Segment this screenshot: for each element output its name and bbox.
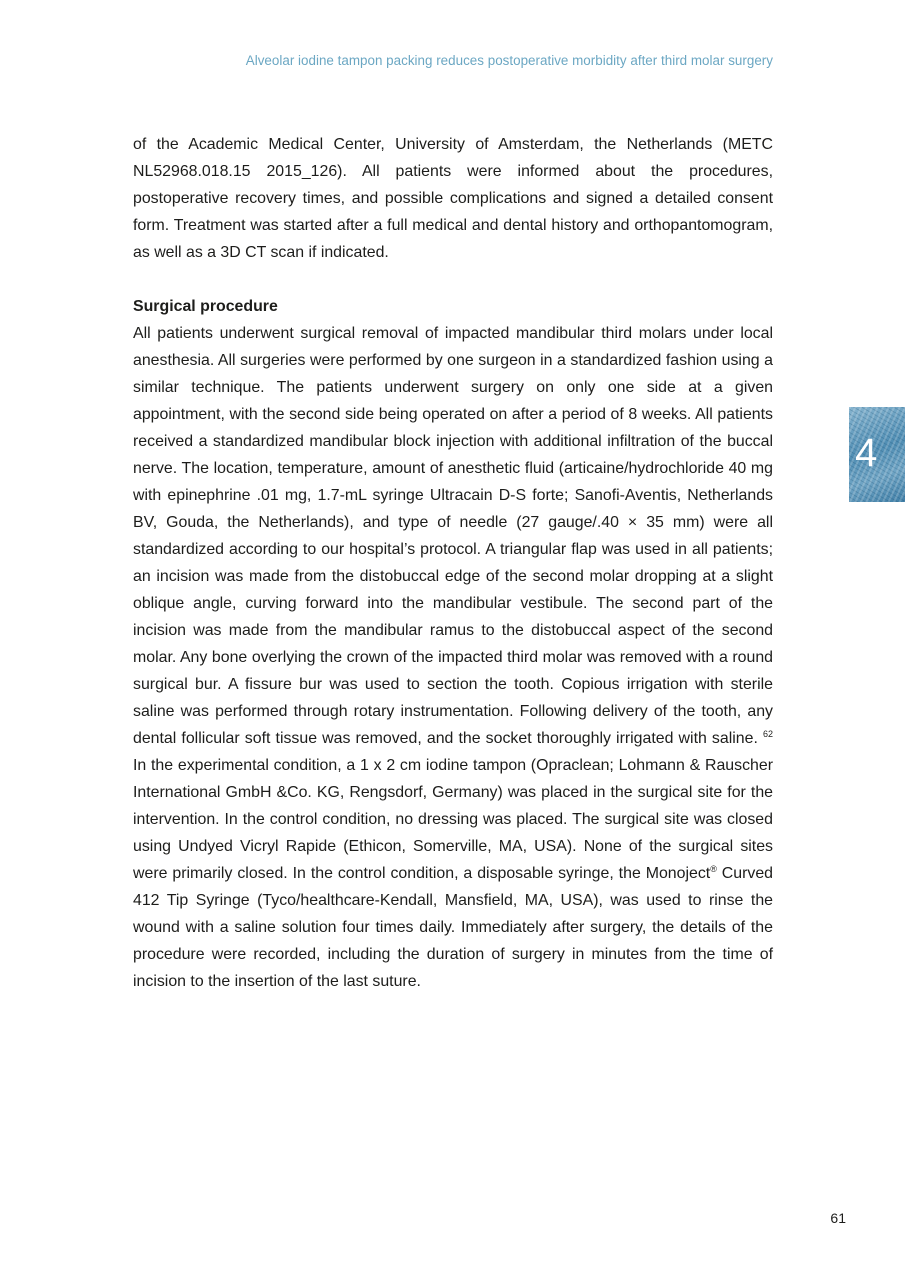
intro-paragraph: of the Academic Medical Center, University of Amsterdam, the Netherlands (METC NL52968.018.15 2015_126). All patients were informed about the procedures, postoperative recovery times, and possible complications and signed a detailed consent form. Treatment was started after a full medical and dental history and orthopantomogram, as well as a 3D CT scan if indicated. (133, 136, 773, 261)
main-content (133, 131, 773, 995)
running-header: Alveolar iodine tampon packing reduces postoperative morbidity after third molar surgery (245, 53, 773, 68)
procedure-text-part1: All patients underwent surgical removal of impacted mandibular third molars under local anesthesia. All surgeries were performed by one surgeon in a standardized fashion using a similar technique. The patients underwent surgery on only one side at a given appointment, with the second side being operated on after a period of 8 weeks. All patients received a standardized mandibular block injection with additional infiltration of the buccal nerve. The location, temperature, amount of anesthetic fluid (articaine/hydrochloride 40 mg with epinephrine .01 mg, 1.7-mL syringe Ultracain D-S forte; Sanofi-Aventis, Netherlands BV, Gouda, the Netherlands), and type of needle (27 gauge/.40 × 35 mm) were all standardized according to our hospital’s protocol. A triangular flap was used in all patients; an incision was made from the distobuccal edge of the second molar dropping at a slight oblique angle, curving forward into the mandibular vestibule. The second part of the incision was made from the mandibular ramus to the distobuccal aspect of the second molar. Any bone overlying the crown of the impacted third molar was removed with a round surgical bur. A fissure bur was used to section the tooth. Copious irrigation with sterile saline was performed through rotary instrumentation. Following delivery of the tooth, any dental follicular soft tissue was removed, and the socket thoroughly irrigated with saline. (133, 325, 773, 747)
registered-mark: ® (710, 864, 717, 874)
chapter-tab (849, 407, 905, 502)
page-number: 61 (830, 1210, 846, 1226)
reference-superscript: 62 (762, 729, 773, 739)
chapter-number: 4 (855, 431, 878, 475)
procedure-text-part2: In the experimental condition, a 1 x 2 cm iodine tampon (Opraclean; Lohmann & Rauscher International GmbH &Co. KG, Rengsdorf, Germany) was placed in the surgical site for the intervention. In the control condition, no dressing was placed. The surgical site was closed using Undyed Vicryl Rapide (Ethicon, Somerville, MA, USA). None of the surgical sites were primarily closed. In the control condition, a disposable syringe, the Monoject (133, 757, 773, 882)
procedure-text-part3: Curved 412 Tip Syringe (Tyco/healthcare-Kendall, Mansfield, MA, USA), was used to rinse the wound with a saline solution four times daily. Immediately after surgery, the details of the procedure were recorded, including the duration of surgery in minutes from the time of incision to the insertion of the last suture. (133, 865, 774, 990)
procedure-paragraph (133, 320, 773, 995)
section-heading: Surgical procedure (133, 298, 278, 315)
